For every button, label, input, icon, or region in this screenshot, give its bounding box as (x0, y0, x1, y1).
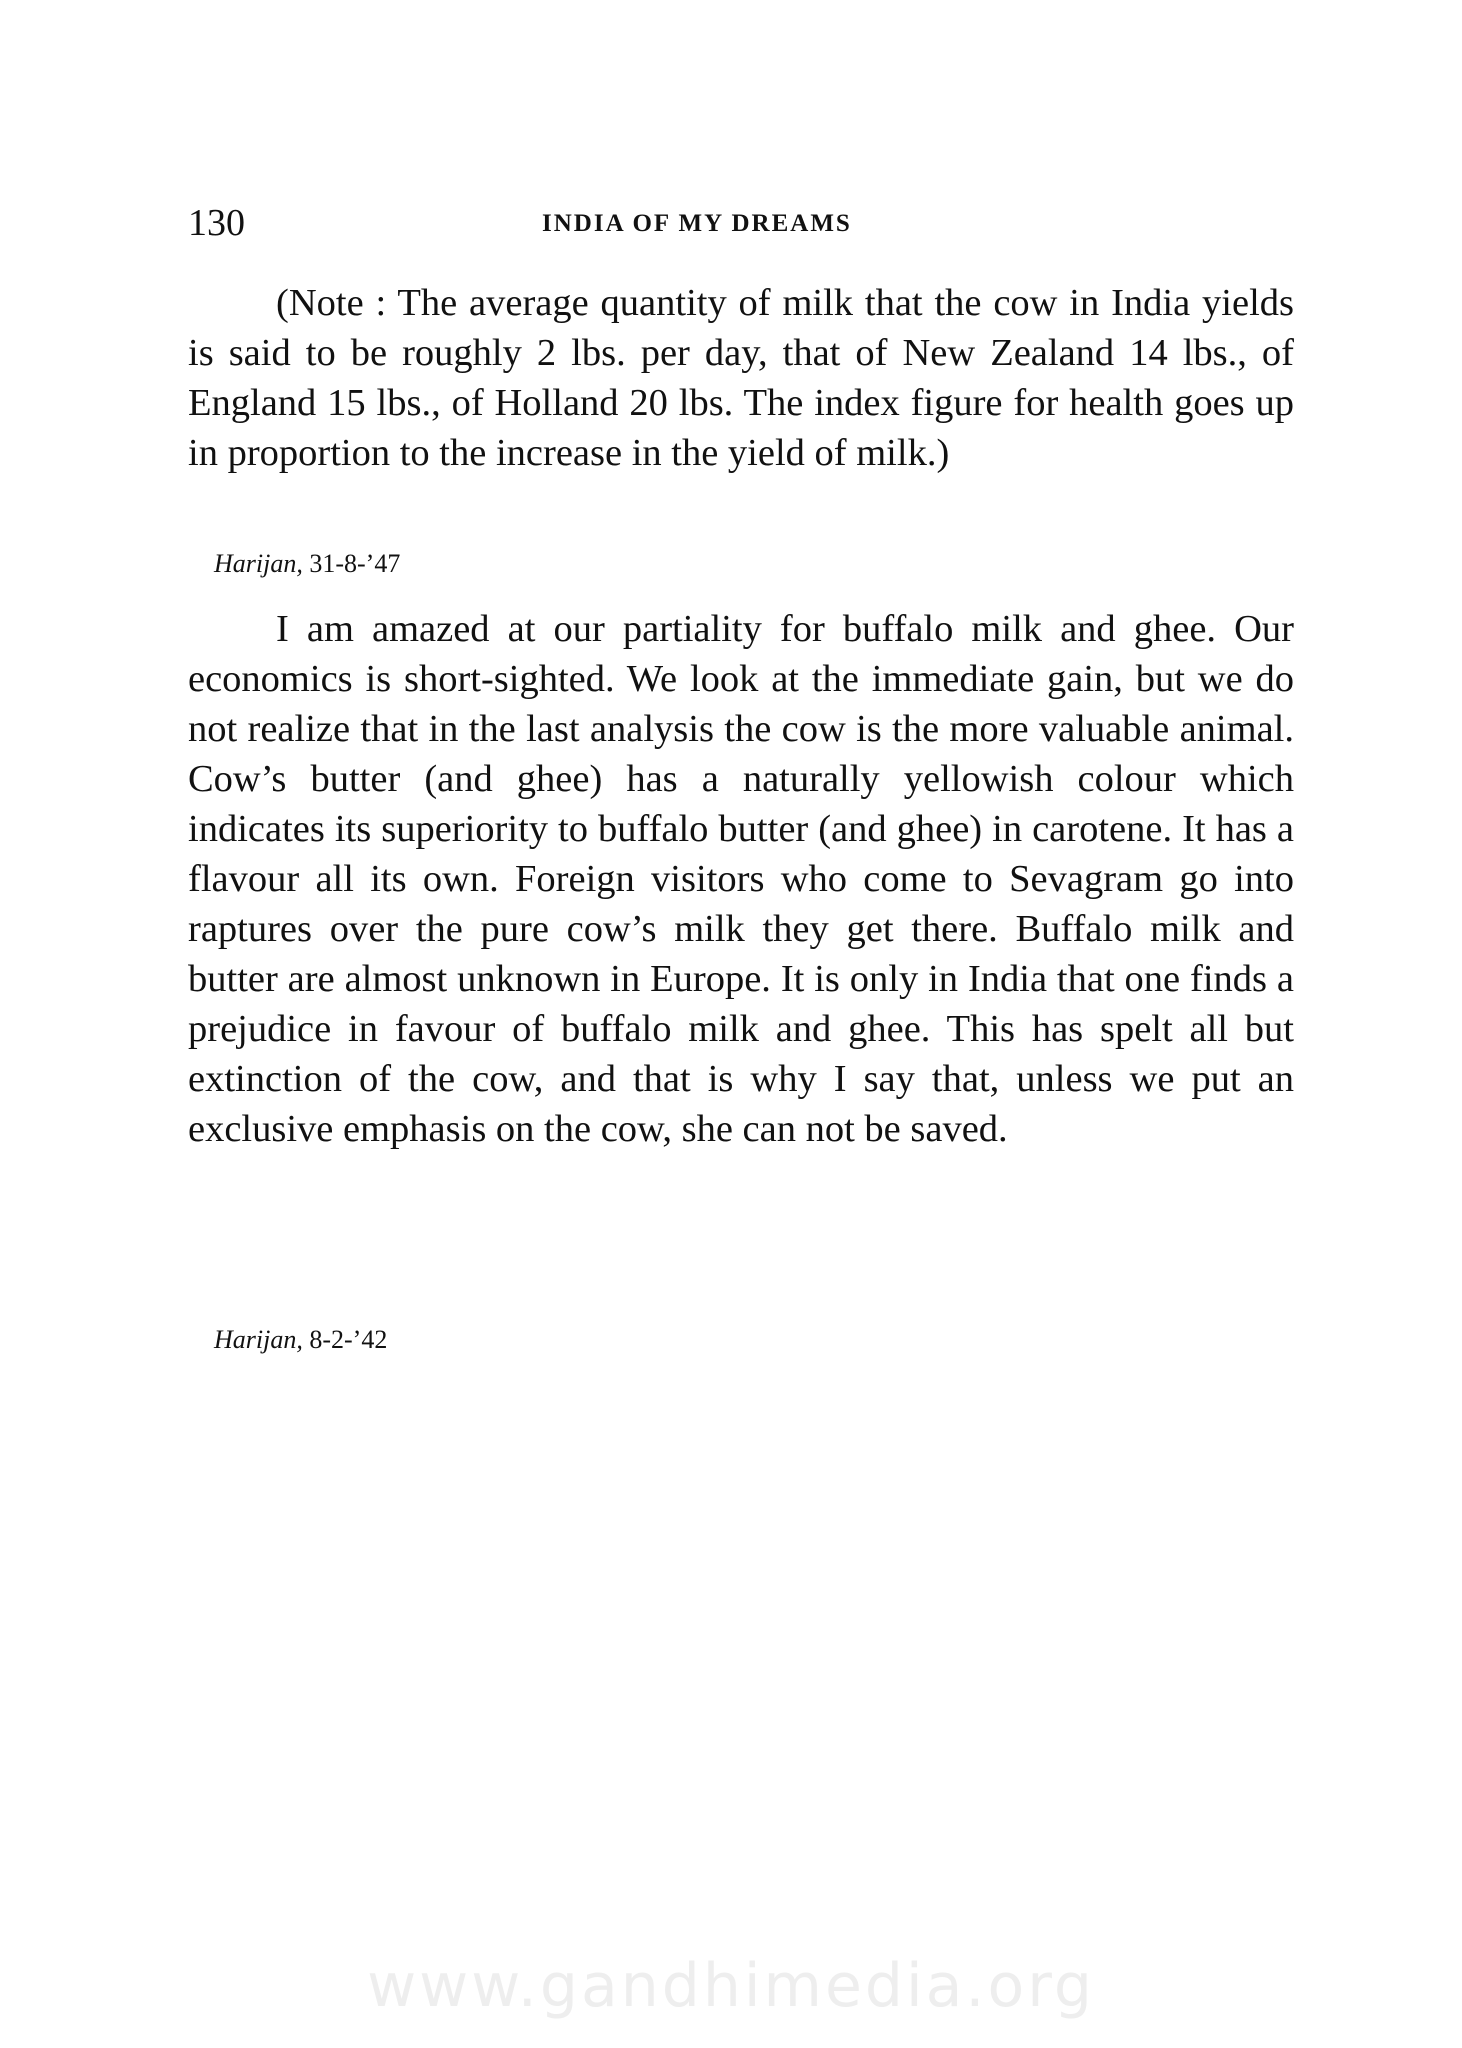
citation-date: 8-2-’42 (309, 1325, 388, 1354)
citation-source: Harijan, (214, 549, 303, 578)
page-number: 130 (188, 202, 245, 244)
note-paragraph: (Note : The average quantity of milk that the cow in India yields is said to be roughly 2 lbs. per day, that of New Zealand 14 lbs., of England 15 lbs., of Holland 20 lbs. The index figure for health goes up in proportion to the increase in the yield of milk.) (188, 282, 1294, 474)
citation-source: Harijan, (214, 1325, 303, 1354)
citation-date: 31-8-’47 (309, 549, 401, 578)
citation-note (214, 544, 400, 584)
running-title: INDIA OF MY DREAMS (542, 210, 852, 237)
page-header (188, 198, 1294, 248)
body-paragraph: I am amazed at our partiality for buffalo milk and ghee. Our economics is short-sighted. We look at the immediate gain, but we do not realize that in the last analysis the cow is the more valuable animal. Cow’s butter (and ghee) has a naturally yellowish colour which indicates its superiority to buffalo butter (and ghee) in carotene. It has a flavour all its own. Foreign visitors who come to Sevagram go into raptures over the pure cow’s milk they get there. Buffalo milk and butter are almost unknown in Europe. It is only in India that one finds a prejudice in favour of buffalo milk and ghee. This has spelt all but extinction of the cow, and that is why I say that, unless we put an exclusive emphasis on the cow, she can not be saved. (188, 608, 1294, 1150)
citation-body (214, 1320, 387, 1360)
watermark-url: www.gandhimedia.org (367, 1951, 1095, 2021)
